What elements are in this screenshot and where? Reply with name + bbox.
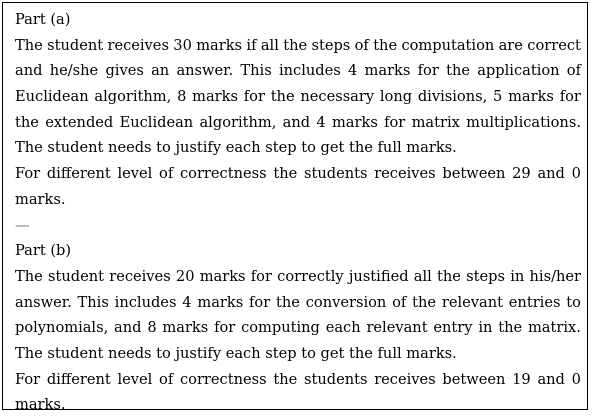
part-b-line-4: The student needs to justify each step to get the full marks. — [15, 344, 457, 362]
part-a-line-3: Euclidean algorithm, 8 marks for the necessary long divisions, 5 marks for — [15, 88, 581, 106]
part-b-line-1: The student receives 20 marks for correctly justified all the steps in his/her — [15, 267, 581, 285]
marking-scheme-box — [2, 2, 588, 414]
part-a-line-4: the extended Euclidean algorithm, and 4 marks for matrix multiplications. — [15, 113, 581, 131]
part-b-line-6: marks. — [15, 396, 66, 414]
part-a-heading: Part (a) — [15, 11, 71, 28]
part-b-heading: Part (b) — [15, 242, 72, 260]
part-a-line-2: and he/she gives an answer. This includes 4 marks for the application of — [15, 62, 581, 80]
part-a-line-6: For different level of correctness the students receives between 29 and 0 — [15, 165, 581, 183]
part-a-line-5: The student needs to justify each step to get the full marks. — [15, 139, 457, 157]
part-a-line-1: The student receives 30 marks if all the steps of the computation are correct — [15, 36, 581, 54]
part-separator: — — [15, 216, 30, 234]
part-b-line-5: For different level of correctness the students receives between 19 and 0 — [15, 370, 581, 388]
part-b-line-2: answer. This includes 4 marks for the conversion of the relevant entries to — [15, 293, 581, 311]
part-b-line-3: polynomials, and 8 marks for computing each relevant entry in the matrix. — [15, 319, 581, 337]
part-a-line-7: marks. — [15, 190, 66, 208]
